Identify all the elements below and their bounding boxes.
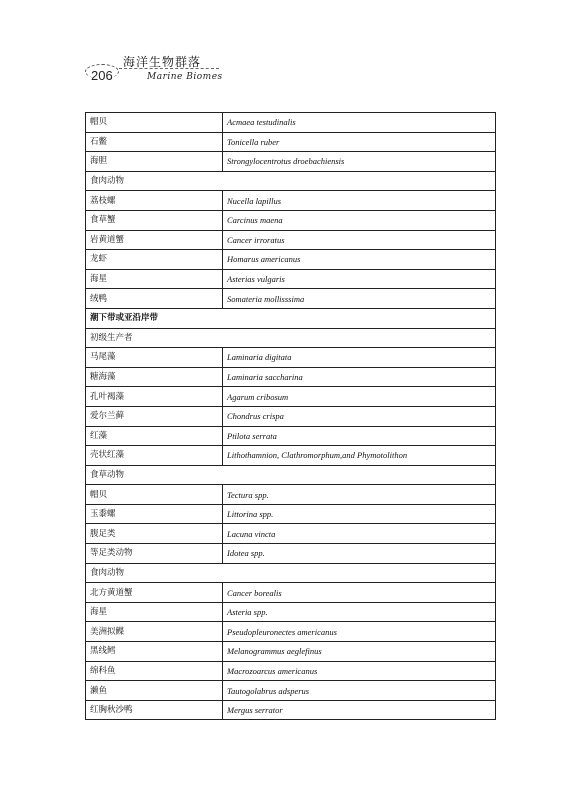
- scientific-name-cell: Ptilota serrata: [223, 426, 496, 446]
- common-name-cell: 龙虾: [86, 250, 223, 270]
- common-name-cell: 岩黄道蟹: [86, 230, 223, 250]
- common-name-cell: 糖海藻: [86, 367, 223, 387]
- common-name-cell: 帽贝: [86, 113, 223, 133]
- table-row: [86, 700, 496, 720]
- section-row: [86, 328, 496, 348]
- species-table: [85, 112, 496, 720]
- common-name-cell: 石鳖: [86, 132, 223, 152]
- table-row: [86, 132, 496, 152]
- scientific-name-cell: Strongylocentrotus droebachiensis: [223, 152, 496, 172]
- table-row: [86, 485, 496, 505]
- scientific-name-cell: Macrozoarcus americanus: [223, 661, 496, 681]
- section-row: [86, 171, 496, 191]
- common-name-cell: 玉黍螺: [86, 504, 223, 524]
- scientific-name-cell: Laminaria digitata: [223, 348, 496, 368]
- common-name-cell: 壳状红藻: [86, 446, 223, 466]
- section-row: [86, 465, 496, 485]
- common-name-cell: 黑线鳕: [86, 642, 223, 662]
- table-row: [86, 661, 496, 681]
- scientific-name-cell: Lithothamnion, Clathromorphum,and Phymotolithon: [223, 446, 496, 466]
- section-heading: 初级生产者: [86, 328, 496, 348]
- scientific-name-cell: Pseudopleuronectes americanus: [223, 622, 496, 642]
- section-heading: 食肉动物: [86, 563, 496, 583]
- table-row: [86, 426, 496, 446]
- common-name-cell: 海星: [86, 602, 223, 622]
- scientific-name-cell: Nucella lapillus: [223, 191, 496, 211]
- common-name-cell: 腹足类: [86, 524, 223, 544]
- book-title-en: Marine Biomes: [147, 72, 223, 82]
- common-name-cell: 马尾藻: [86, 348, 223, 368]
- scientific-name-cell: Chondrus crispa: [223, 406, 496, 426]
- scientific-name-cell: Lacuna vincta: [223, 524, 496, 544]
- scientific-name-cell: Somateria mollisssima: [223, 289, 496, 309]
- table-row: [86, 250, 496, 270]
- table-row: [86, 230, 496, 250]
- scientific-name-cell: Laminaria saccharina: [223, 367, 496, 387]
- table-row: [86, 583, 496, 603]
- scientific-name-cell: Carcinus maena: [223, 210, 496, 230]
- table-row: [86, 504, 496, 524]
- table-row: [86, 113, 496, 133]
- common-name-cell: 美洲拟鲽: [86, 622, 223, 642]
- table-row: [86, 622, 496, 642]
- common-name-cell: 绒鸭: [86, 289, 223, 309]
- scientific-name-cell: Melanogrammus aeglefinus: [223, 642, 496, 662]
- table-row: [86, 269, 496, 289]
- table-row: [86, 210, 496, 230]
- scientific-name-cell: Asterias vulgaris: [223, 269, 496, 289]
- table-row: [86, 642, 496, 662]
- page-number: 206: [91, 68, 113, 83]
- scientific-name-cell: Homarus americanus: [223, 250, 496, 270]
- common-name-cell: 北方黄道蟹: [86, 583, 223, 603]
- common-name-cell: 荔枝螺: [86, 191, 223, 211]
- section-row: [86, 563, 496, 583]
- table-row: [86, 406, 496, 426]
- table-row: [86, 446, 496, 466]
- table-row: [86, 602, 496, 622]
- header-dashed-rule: [119, 68, 219, 69]
- common-name-cell: 红胸秋沙鸭: [86, 700, 223, 720]
- scientific-name-cell: Cancer irroratus: [223, 230, 496, 250]
- scientific-name-cell: Asteria spp.: [223, 602, 496, 622]
- table-row: [86, 387, 496, 407]
- scientific-name-cell: Tautogolabrus adsperus: [223, 681, 496, 701]
- book-title-cn: 海洋生物群落: [123, 55, 202, 69]
- common-name-cell: 孔叶褐藻: [86, 387, 223, 407]
- scientific-name-cell: Littorina spp.: [223, 504, 496, 524]
- scientific-name-cell: Agarum cribosum: [223, 387, 496, 407]
- species-table-body: [86, 113, 496, 720]
- table-row: [86, 524, 496, 544]
- section-heading: 食草动物: [86, 465, 496, 485]
- scientific-name-cell: Mergus serrator: [223, 700, 496, 720]
- table-row: [86, 348, 496, 368]
- section-row: [86, 308, 496, 328]
- section-heading: 食肉动物: [86, 171, 496, 191]
- scientific-name-cell: Idotea spp.: [223, 544, 496, 564]
- common-name-cell: 红藻: [86, 426, 223, 446]
- common-name-cell: 爱尔兰藓: [86, 406, 223, 426]
- scientific-name-cell: Tonicella ruber: [223, 132, 496, 152]
- table-row: [86, 681, 496, 701]
- section-heading: 潮下带或亚沿岸带: [86, 308, 496, 328]
- scientific-name-cell: Tectura spp.: [223, 485, 496, 505]
- common-name-cell: 食草蟹: [86, 210, 223, 230]
- table-row: [86, 191, 496, 211]
- table-row: [86, 367, 496, 387]
- common-name-cell: 海星: [86, 269, 223, 289]
- scientific-name-cell: Cancer borealis: [223, 583, 496, 603]
- table-row: [86, 152, 496, 172]
- running-header: [85, 48, 225, 88]
- common-name-cell: 帽贝: [86, 485, 223, 505]
- common-name-cell: 海胆: [86, 152, 223, 172]
- scientific-name-cell: Acmaea testudinalis: [223, 113, 496, 133]
- common-name-cell: 等足类动物: [86, 544, 223, 564]
- common-name-cell: 濑鱼: [86, 681, 223, 701]
- table-row: [86, 289, 496, 309]
- common-name-cell: 绵科鱼: [86, 661, 223, 681]
- table-row: [86, 544, 496, 564]
